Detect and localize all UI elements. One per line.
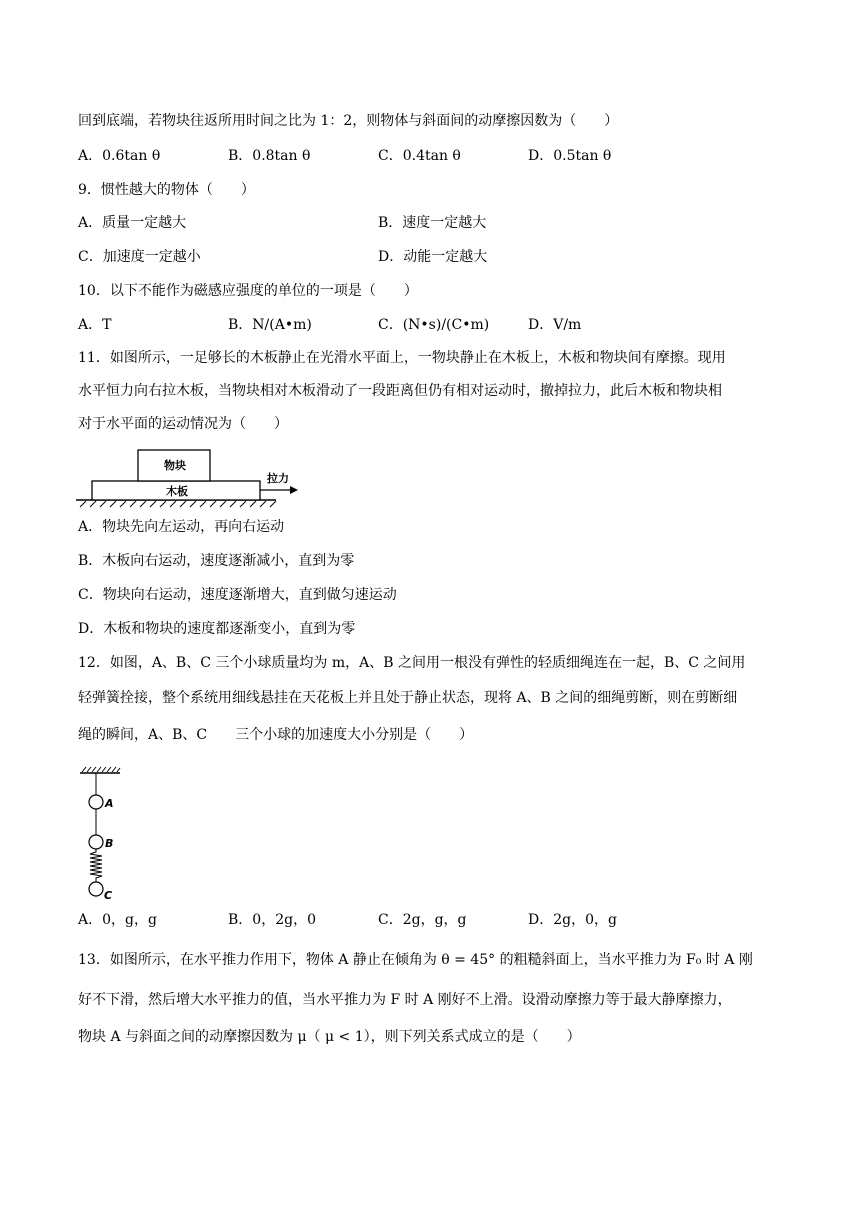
ball-b-label: B [105, 837, 114, 850]
q12-stem-line-1: 12．如图，A、B、C 三个小球质量均为 m，A、B 之间用一根没有弹性的轻质细绳连在一起，B、C 之间用 [78, 655, 746, 671]
q10-stem: 10．以下不能作为磁感应强度的单位的一项是（ ） [78, 283, 418, 299]
q11-option-a: A．物块先向左运动，再向右运动 [78, 519, 285, 535]
q9-option-a: A．质量一定越大 [78, 215, 187, 231]
q11-option-d: D．木板和物块的速度都逐渐变小，直到为零 [78, 621, 356, 637]
q9-option-b: B．速度一定越大 [378, 215, 487, 231]
arrow-head-icon [290, 486, 298, 494]
q11-option-b: B．木板向右运动，速度逐渐减小，直到为零 [78, 553, 355, 569]
force-label: 拉力 [267, 472, 289, 485]
ball-b [89, 835, 103, 849]
q8-option-b: B．0.8tan θ [228, 148, 311, 164]
hanging-balls-figure [80, 766, 130, 900]
q12-option-a: A．0，g，g [78, 912, 157, 928]
q10-option-d: D．V/m [528, 317, 582, 333]
q11-stem-line-1: 11．如图所示，一足够长的木板静止在光滑水平面上，一物块静止在木板上，木板和物块间有摩擦。现用 [78, 350, 726, 366]
q12-option-b: B．0，2g，0 [228, 912, 316, 928]
ball-a [89, 795, 103, 809]
ball-c [89, 882, 103, 896]
q8-stem-tail: 回到底端，若物块往返所用时间之比为 1：2，则物体与斜面间的动摩擦因数为（ ） [78, 113, 619, 129]
q10-option-a: A．T [78, 317, 112, 333]
q8-option-d: D．0.5tan θ [528, 148, 612, 164]
q8-option-c: C．0.4tan θ [378, 148, 461, 164]
board-label: 木板 [166, 485, 188, 498]
q11-stem-line-3: 对于水平面的运动情况为（ ） [78, 416, 288, 432]
q12-option-c: C．2g，g，g [378, 912, 467, 928]
q13-stem-line-3: 物块 A 与斜面之间的动摩擦因数为 μ（ μ < 1），则下列关系式成立的是（ ） [78, 1029, 581, 1045]
q12-stem-line-3: 绳的瞬间，A、B、C 三个小球的加速度大小分别是（ ） [78, 727, 474, 743]
q9-option-c: C．加速度一定越小 [78, 249, 201, 265]
q12-stem-line-2: 轻弹簧拴接，整个系统用细线悬挂在天花板上并且处于静止状态，现将 A、B 之间的细绳剪断，则在剪断细 [78, 690, 738, 706]
ball-a-label: A [105, 797, 114, 810]
q13-stem-line-2: 好不下滑，然后增大水平推力的值，当水平推力为 F 时 A 刚好不上滑。设滑动摩擦力等于最大静摩擦力， [78, 992, 732, 1008]
spring-icon [90, 849, 102, 882]
q11-stem-line-2: 水平恒力向右拉木板，当物块相对木板滑动了一段距离但仍有相对运动时，撤掉拉力，此后木板和物块相 [78, 383, 722, 399]
block-label: 物块 [164, 459, 186, 472]
q9-stem: 9．惯性越大的物体（ ） [78, 182, 255, 198]
board-block-figure [76, 444, 306, 510]
q8-option-a: A．0.6tan θ [78, 148, 161, 164]
q10-option-b: B．N/(A•m) [228, 317, 312, 333]
q10-option-c: C．(N•s)/(C•m) [378, 317, 490, 333]
q13-stem-line-1: 13．如图所示，在水平推力作用下，物体 A 静止在倾角为 θ = 45° 的粗糙斜面上，当水平推力为 F₀ 时 A 刚 [78, 952, 753, 968]
q12-option-d: D．2g，0，g [528, 912, 617, 928]
q9-option-d: D．动能一定越大 [378, 249, 488, 265]
q11-option-c: C．物块向右运动，速度逐渐增大，直到做匀速运动 [78, 587, 397, 603]
ball-c-label: C [104, 889, 113, 900]
